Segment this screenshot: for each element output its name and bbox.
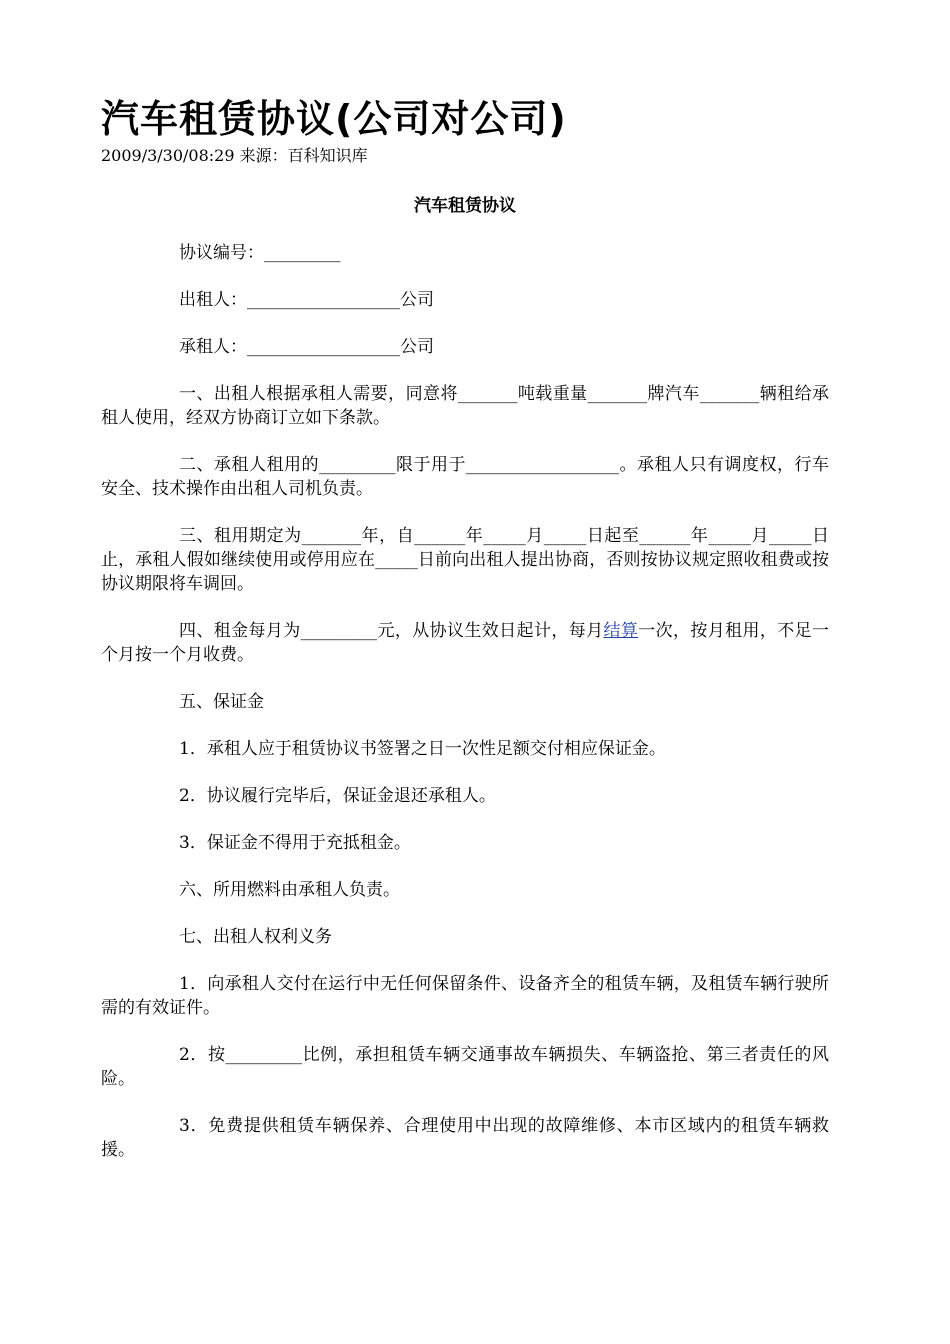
- settlement-link[interactable]: 结算: [603, 621, 639, 641]
- clause-5-item-1: 1．承租人应于租赁协议书签署之日一次性足额交付相应保证金。: [179, 739, 666, 759]
- clause-1: 一、出租人根据承租人需要，同意将_______吨载重量_______牌汽车_______辆租给承租人使用，经双方协商订立如下条款。: [101, 384, 829, 428]
- clause-5: 五、保证金: [179, 692, 264, 712]
- clause-6: 六、所用燃料由承租人负责。: [179, 880, 400, 900]
- document-heading: 汽车租赁协议: [414, 196, 516, 216]
- clause-4: [101, 619, 829, 667]
- clause-4-text-after: 一次，按月租用，不足一个月按一个月收费。: [101, 621, 830, 665]
- agreement-number: 协议编号：_________: [179, 243, 341, 263]
- clause-7-item-1: 1．向承租人交付在运行中无任何保留条件、设备齐全的租赁车辆，及租赁车辆行驶所需的有效证件。: [101, 974, 829, 1018]
- clause-7-item-2: 2．按_________比例，承担租赁车辆交通事故车辆损失、车辆盗抢、第三者责任的风险。: [101, 1045, 829, 1089]
- page-title: 汽车租赁协议(公司对公司): [101, 97, 567, 141]
- document-page: [101, 96, 829, 1162]
- clause-5-item-2: 2．协议履行完毕后，保证金退还承租人。: [179, 786, 496, 806]
- clause-7: 七、出租人权利义务: [179, 927, 332, 947]
- clause-4-text-before: 四、租金每月为_________元，从协议生效日起计，每月: [179, 621, 604, 641]
- clause-5-item-3: 3．保证金不得用于充抵租金。: [179, 833, 411, 853]
- publish-meta: 2009/3/30/08:29 来源：百科知识库: [101, 146, 368, 165]
- lessee-line: 承租人：__________________公司: [179, 337, 434, 357]
- clause-2: 二、承租人租用的_________限于用于__________________。承租人只有调度权，行车安全、技术操作由出租人司机负责。: [101, 455, 829, 499]
- clause-3: 三、租用期定为_______年，自______年_____月_____日起至______年_____月_____日止，承租人假如继续使用或停用应在_____日前向出租人提出协商，否则按协议规定照收租费或按协议期限将车调回。: [101, 526, 829, 594]
- lessor-line: 出租人：__________________公司: [179, 290, 434, 310]
- clause-7-item-3: 3．免费提供租赁车辆保养、合理使用中出现的故障维修、本市区域内的租赁车辆救援。: [101, 1116, 829, 1160]
